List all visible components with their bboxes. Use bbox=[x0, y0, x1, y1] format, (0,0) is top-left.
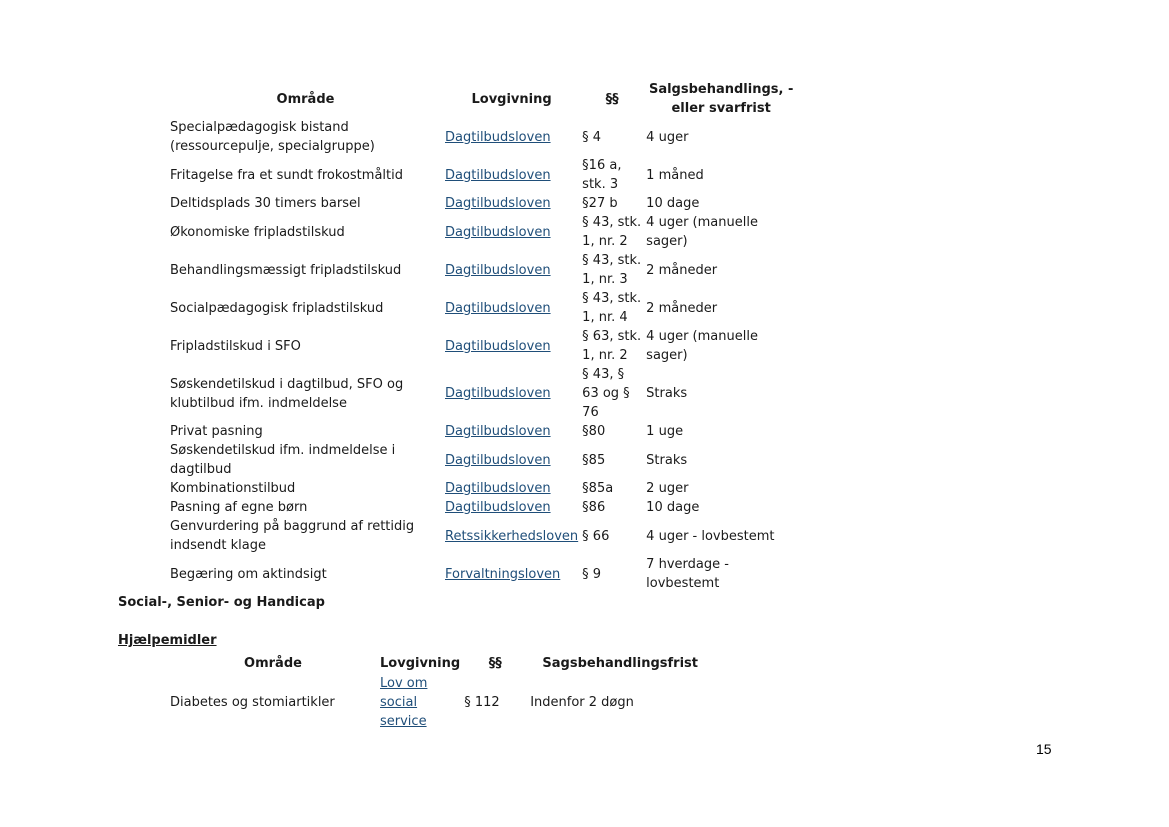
cell-deadline: 4 uger bbox=[646, 129, 689, 145]
cell-section: § 43, § 63 og § 76 bbox=[582, 367, 630, 420]
table-row bbox=[166, 441, 796, 479]
cell-section: §16 a, stk. 3 bbox=[582, 158, 622, 192]
cell-deadline: Straks bbox=[646, 386, 688, 401]
column-header-area: Område bbox=[244, 655, 302, 671]
cell-section: §85 bbox=[582, 452, 606, 468]
section-title: Social-, Senior- og Handicap bbox=[118, 595, 325, 610]
table-row bbox=[166, 251, 796, 289]
cell-deadline: 7 hverdage - lovbestemt bbox=[646, 557, 729, 591]
cell-area: Fripladstilskud i SFO bbox=[170, 338, 301, 354]
column-header-area: Område bbox=[276, 91, 335, 107]
cell-section: § 66 bbox=[582, 528, 610, 544]
law-link[interactable]: Dagtilbudsloven bbox=[445, 338, 551, 354]
law-link[interactable]: Dagtilbudsloven bbox=[445, 300, 551, 316]
table-row bbox=[166, 118, 796, 156]
cell-area: Kombinationstilbud bbox=[170, 481, 296, 496]
table-row bbox=[166, 365, 796, 422]
law-link[interactable]: Retssikkerhedsloven bbox=[445, 528, 579, 544]
law-link[interactable]: Dagtilbudsloven bbox=[445, 224, 551, 240]
cell-law bbox=[441, 289, 578, 327]
cell-section: §85a bbox=[582, 481, 614, 496]
table-header-row bbox=[166, 652, 710, 674]
cell-law bbox=[441, 118, 578, 156]
cell-section: § 4 bbox=[582, 129, 602, 145]
cell-section: § 112 bbox=[464, 695, 500, 710]
table-row bbox=[166, 289, 796, 327]
cell-law bbox=[441, 422, 578, 441]
table-row bbox=[166, 213, 796, 251]
table-header-row bbox=[166, 80, 796, 118]
cell-deadline: 1 uge bbox=[646, 424, 684, 439]
cell-area: Privat pasning bbox=[170, 424, 263, 439]
table-row bbox=[166, 327, 796, 365]
cell-law bbox=[441, 498, 578, 517]
law-link[interactable]: Forvaltningsloven bbox=[445, 566, 561, 582]
table-row bbox=[166, 479, 796, 498]
cell-law bbox=[441, 555, 578, 593]
cell-law bbox=[441, 327, 578, 365]
table-row bbox=[166, 498, 796, 517]
cell-area: Specialpædagogisk bistand (ressourcepulje, specialgruppe) bbox=[170, 120, 375, 154]
cell-law bbox=[441, 251, 578, 289]
table-row bbox=[166, 674, 710, 731]
cell-deadline: Straks bbox=[646, 452, 688, 468]
subsection-title: Hjælpemidler bbox=[118, 633, 217, 648]
deadlines-table-aids bbox=[166, 652, 710, 731]
column-header-section: §§ bbox=[605, 91, 619, 107]
cell-law bbox=[441, 517, 578, 555]
law-link[interactable]: Lov om social service bbox=[380, 676, 428, 729]
law-link[interactable]: Dagtilbudsloven bbox=[445, 500, 551, 515]
law-link[interactable]: Dagtilbudsloven bbox=[445, 481, 551, 496]
law-link[interactable]: Dagtilbudsloven bbox=[445, 424, 551, 439]
law-link[interactable]: Dagtilbudsloven bbox=[445, 129, 551, 145]
cell-area: Genvurdering på baggrund af rettidig indsendt klage bbox=[170, 519, 415, 553]
cell-deadline: 10 dage bbox=[646, 196, 700, 211]
cell-area: Behandlingsmæssigt fripladstilskud bbox=[170, 262, 402, 278]
column-header-law: Lovgivning bbox=[380, 655, 461, 671]
cell-law bbox=[441, 441, 578, 479]
cell-law bbox=[376, 674, 460, 731]
cell-law bbox=[441, 213, 578, 251]
cell-area: Begæring om aktindsigt bbox=[170, 566, 327, 582]
cell-area: Søskendetilskud ifm. indmeldelse i dagtilbud bbox=[170, 443, 396, 477]
cell-area: Pasning af egne børn bbox=[170, 500, 308, 515]
cell-law bbox=[441, 479, 578, 498]
column-header-deadline: Salgsbehandlings, -eller svarfrist bbox=[648, 82, 794, 116]
cell-section: § 43, stk. 1, nr. 2 bbox=[582, 215, 642, 249]
cell-deadline: 2 uger bbox=[646, 481, 689, 496]
cell-law bbox=[441, 156, 578, 194]
law-link[interactable]: Dagtilbudsloven bbox=[445, 262, 551, 278]
cell-deadline: Indenfor 2 døgn bbox=[530, 695, 634, 710]
cell-deadline: 10 dage bbox=[646, 500, 700, 515]
cell-section: § 43, stk. 1, nr. 4 bbox=[582, 291, 642, 325]
law-link[interactable]: Dagtilbudsloven bbox=[445, 196, 551, 211]
table-row bbox=[166, 156, 796, 194]
cell-deadline: 2 måneder bbox=[646, 300, 718, 316]
cell-deadline: 4 uger (manuelle sager) bbox=[646, 329, 758, 363]
table-row bbox=[166, 555, 796, 593]
cell-area: Deltidsplads 30 timers barsel bbox=[170, 196, 361, 211]
column-header-deadline: Sagsbehandlingsfrist bbox=[542, 655, 698, 671]
cell-area: Fritagelse fra et sundt frokostmåltid bbox=[170, 167, 403, 183]
cell-area: Økonomiske fripladstilskud bbox=[170, 224, 345, 240]
cell-deadline: 4 uger - lovbestemt bbox=[646, 528, 775, 544]
cell-section: § 63, stk. 1, nr. 2 bbox=[582, 329, 642, 363]
cell-section: § 9 bbox=[582, 566, 602, 582]
cell-section: §27 b bbox=[582, 196, 618, 211]
law-link[interactable]: Dagtilbudsloven bbox=[445, 167, 551, 183]
cell-area: Diabetes og stomiartikler bbox=[170, 695, 335, 710]
deadlines-table-daycare bbox=[166, 80, 796, 593]
column-header-section: §§ bbox=[488, 655, 502, 671]
law-link[interactable]: Dagtilbudsloven bbox=[445, 452, 551, 468]
table-row bbox=[166, 517, 796, 555]
table-row bbox=[166, 422, 796, 441]
cell-section: § 43, stk. 1, nr. 3 bbox=[582, 253, 642, 287]
cell-area: Søskendetilskud i dagtilbud, SFO og klubtilbud ifm. indmeldelse bbox=[170, 376, 404, 411]
column-header-law: Lovgivning bbox=[471, 91, 552, 107]
cell-deadline: 4 uger (manuelle sager) bbox=[646, 215, 758, 249]
cell-area: Socialpædagogisk fripladstilskud bbox=[170, 300, 384, 316]
table-row bbox=[166, 194, 796, 213]
cell-section: §86 bbox=[582, 500, 606, 515]
cell-law bbox=[441, 194, 578, 213]
page-number: 15 bbox=[1036, 741, 1052, 757]
cell-law bbox=[441, 365, 578, 422]
cell-section: §80 bbox=[582, 424, 606, 439]
law-link[interactable]: Dagtilbudsloven bbox=[445, 386, 551, 401]
cell-deadline: 1 måned bbox=[646, 167, 704, 183]
cell-deadline: 2 måneder bbox=[646, 262, 718, 278]
